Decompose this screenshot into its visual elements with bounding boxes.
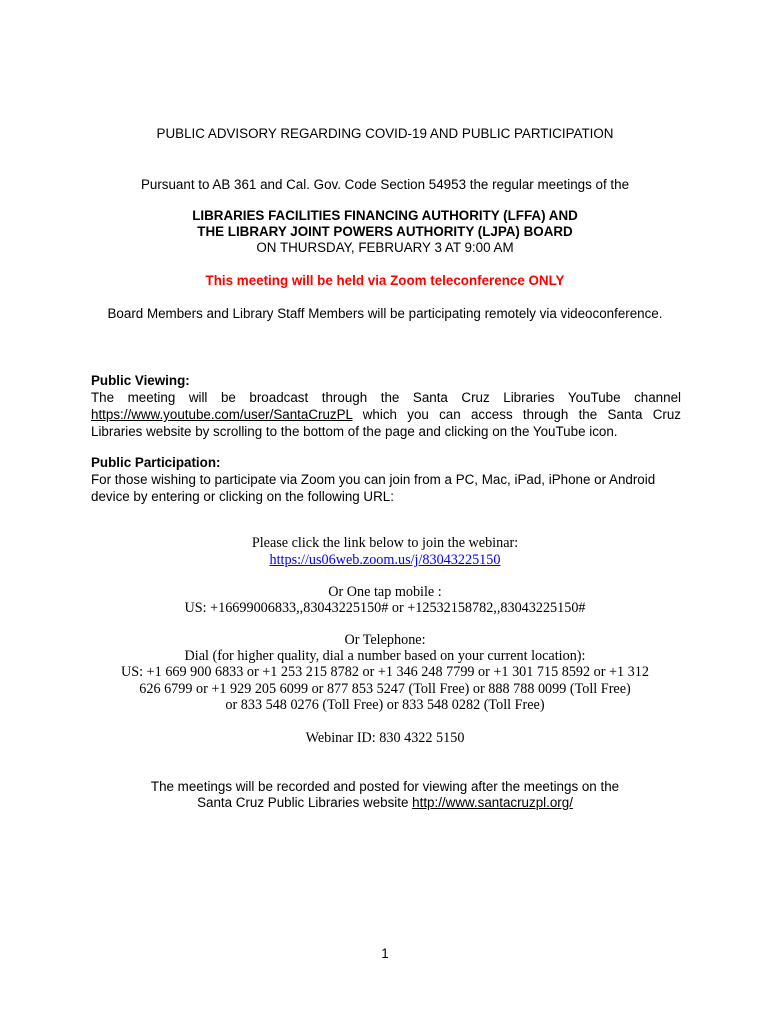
webinar-url-line [80,552,690,568]
recording-notice-line-1: The meetings will be recorded and posted for viewing after the meetings on the [150,779,620,794]
dial-numbers-line-3: or 833 548 0276 (Toll Free) or 833 548 0282 (Toll Free) [225,697,545,713]
dial-numbers-line-2: 626 6799 or +1 929 205 6099 or 877 853 5247 (Toll Free) or 888 788 0099 (Toll Free) [139,681,631,697]
public-viewing-section [91,372,681,440]
webinar-url-link[interactable]: https://us06web.zoom.us/j/83043225150 [269,552,501,568]
zoom-only-notice: This meeting will be held via Zoom teleconference ONLY [205,273,565,288]
one-tap-numbers: US: +16699006833,,83043225150# or +12532158782,,83043225150# [184,600,586,616]
board-name-line-2: THE LIBRARY JOINT POWERS AUTHORITY (LJPA) BOARD [197,224,573,239]
page-number: 1 [381,946,389,961]
public-participation-line-1: For those wishing to participate via Zoom you can join from a PC, Mac, iPad, iPhone or Android [91,472,656,487]
public-viewing-line-3: Libraries website by scrolling to the bottom of the page and clicking on the YouTube icon. [91,424,618,439]
webinar-id: Webinar ID: 830 4322 5150 [305,730,465,746]
one-tap-label: Or One tap mobile : [328,584,442,600]
webinar-click-instruction: Please click the link below to join the webinar: [251,535,519,551]
youtube-channel-link[interactable]: https://www.youtube.com/user/SantaCruzPL [91,407,353,422]
dial-numbers-line-1: US: +1 669 900 6833 or +1 253 215 8782 or +1 346 248 7799 or +1 301 715 8592 or +1 312 [121,664,649,680]
public-participation-line-2: device by entering or clicking on the following URL: [91,489,394,504]
telephone-label: Or Telephone: [344,632,426,648]
public-viewing-line-1: The meeting will be broadcast through the Santa Cruz Libraries YouTube channel [91,390,681,405]
public-viewing-heading: Public Viewing: [91,373,190,388]
recording-notice-line-2 [80,795,690,811]
remote-participation-notice: Board Members and Library Staff Members will be participating remotely via videoconference. [107,306,663,321]
public-participation-heading: Public Participation: [91,455,221,470]
recording-notice-prefix: Santa Cruz Public Libraries website [197,795,413,810]
board-name-line-1: LIBRARIES FACILITIES FINANCING AUTHORITY (LFFA) AND [192,208,578,223]
public-viewing-line-2-text: which you can access through the Santa Cruz [352,407,681,422]
dial-instruction: Dial (for higher quality, dial a number based on your current location): [184,648,586,664]
library-website-link[interactable]: http://www.santacruzpl.org/ [412,795,573,810]
public-viewing-line-2 [91,406,681,423]
page-title: PUBLIC ADVISORY REGARDING COVID-19 AND PUBLIC PARTICIPATION [156,126,614,141]
pursuant-statement: Pursuant to AB 361 and Cal. Gov. Code Section 54953 the regular meetings of the [140,177,630,192]
meeting-date: ON THURSDAY, FEBRUARY 3 AT 9:00 AM [256,240,514,255]
public-participation-section [91,454,681,505]
